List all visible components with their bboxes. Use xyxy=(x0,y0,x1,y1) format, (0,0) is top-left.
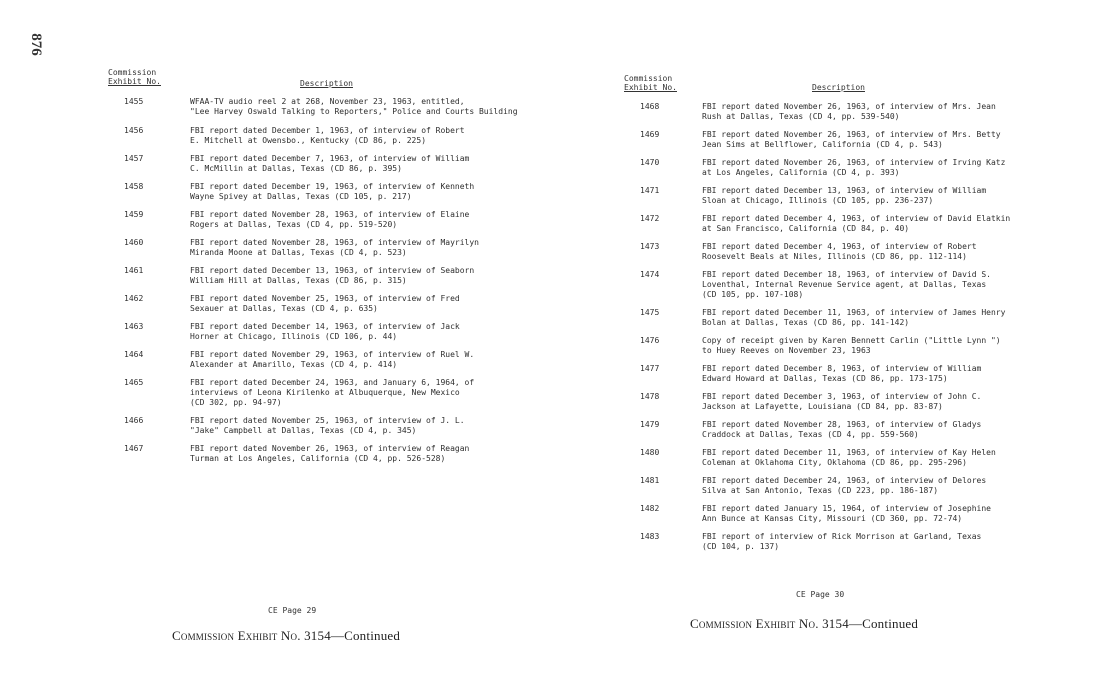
page-number: 876 xyxy=(27,33,44,56)
exhibit-description: FBI report dated November 26, 1963, of interview of Irving Katz at Los Angeles, California (CD 4, p. 393) xyxy=(702,158,1006,177)
exhibit-number: 1474 xyxy=(640,270,660,279)
exhibit-description: WFAA-TV audio reel 2 at 268, November 23, 1963, entitled, "Lee Harvey Oswald Talking to Reporters," Police and Courts Building xyxy=(190,97,518,116)
page-label: CE Page 30 xyxy=(796,590,845,599)
exhibit-description: Copy of receipt given by Karen Bennett Carlin ("Little Lynn ") to Huey Reeves on November 23, 1963 xyxy=(702,336,1001,355)
exhibit-number: 1480 xyxy=(640,448,660,457)
exhibit-description: FBI report dated December 24, 1963, of interview of Delores Silva at San Antonio, Texas (CD 223, pp. 186-187) xyxy=(702,476,987,495)
exhibit-number: 1455 xyxy=(124,97,144,106)
exhibit-caption xyxy=(172,628,400,644)
header-commission: Commission xyxy=(108,68,157,77)
exhibit-description: FBI report dated December 18, 1963, of interview of David S. Loventhal, Internal Revenue Service agent, at Dallas, Texas (CD 105, pp. 107-108) xyxy=(702,270,991,299)
exhibit-number: 1465 xyxy=(124,378,144,387)
exhibit-number: 1456 xyxy=(124,126,144,135)
header-exhibit-no: Exhibit No. xyxy=(624,83,677,92)
exhibit-number: 1457 xyxy=(124,154,144,163)
exhibit-description: FBI report dated December 19, 1963, of interview of Kenneth Wayne Spivey at Dallas, Texas (CD 105, p. 217) xyxy=(190,182,475,201)
exhibit-number: 1472 xyxy=(640,214,660,223)
exhibit-number: 1475 xyxy=(640,308,660,317)
exhibit-number: 1469 xyxy=(640,130,660,139)
caption-title: Commission Exhibit No. 3154 xyxy=(690,616,849,631)
exhibit-number: 1481 xyxy=(640,476,660,485)
exhibit-description: FBI report dated December 13, 1963, of interview of Seaborn William Hill at Dallas, Texas (CD 86, p. 315) xyxy=(190,266,475,285)
exhibit-number: 1473 xyxy=(640,242,660,251)
exhibit-description: FBI report of interview of Rick Morrison at Garland, Texas (CD 104, p. 137) xyxy=(702,532,982,551)
exhibit-number: 1461 xyxy=(124,266,144,275)
exhibit-description: FBI report dated November 29, 1963, of interview of Ruel W. Alexander at Amarillo, Texas (CD 4, p. 414) xyxy=(190,350,475,369)
exhibit-number: 1458 xyxy=(124,182,144,191)
exhibit-description: FBI report dated November 26, 1963, of interview of Mrs. Jean Rush at Dallas, Texas (CD 4, pp. 539-540) xyxy=(702,102,996,121)
exhibit-description: FBI report dated December 11, 1963, of interview of Kay Helen Coleman at Oklahoma City, Oklahoma (CD 86, pp. 295-296) xyxy=(702,448,996,467)
description-column-header: Description xyxy=(812,83,865,92)
exhibit-number: 1464 xyxy=(124,350,144,359)
exhibit-description: FBI report dated December 3, 1963, of interview of John C. Jackson at Lafayette, Louisiana (CD 84, pp. 83-87) xyxy=(702,392,982,411)
exhibit-number: 1460 xyxy=(124,238,144,247)
exhibit-description: FBI report dated November 28, 1963, of interview of Elaine Rogers at Dallas, Texas (CD 4, pp. 519-520) xyxy=(190,210,470,229)
exhibit-description: FBI report dated December 8, 1963, of interview of William Edward Howard at Dallas, Texas (CD 86, pp. 173-175) xyxy=(702,364,982,383)
caption-continued: —Continued xyxy=(848,616,919,631)
exhibit-column-header xyxy=(624,74,677,92)
header-commission: Commission xyxy=(624,74,673,83)
exhibit-description: FBI report dated November 28, 1963, of interview of Gladys Craddock at Dallas, Texas (CD 4, pp. 559-560) xyxy=(702,420,982,439)
exhibit-number: 1468 xyxy=(640,102,660,111)
exhibit-number: 1482 xyxy=(640,504,660,513)
exhibit-description: FBI report dated December 13, 1963, of interview of William Sloan at Chicago, Illinois (CD 105, pp. 236-237) xyxy=(702,186,987,205)
caption-title: Commission Exhibit No. 3154 xyxy=(172,628,331,643)
exhibit-description: FBI report dated November 25, 1963, of interview of Fred Sexauer at Dallas, Texas (CD 4, p. 635) xyxy=(190,294,460,313)
exhibit-number: 1466 xyxy=(124,416,144,425)
exhibit-caption xyxy=(690,616,918,632)
exhibit-description: FBI report dated December 24, 1963, and January 6, 1964, of interviews of Leona Kirilenko at Albuquerque, New Mexico (CD 302, pp. 94-97) xyxy=(190,378,475,407)
exhibit-number: 1459 xyxy=(124,210,144,219)
exhibit-description: FBI report dated December 11, 1963, of interview of James Henry Bolan at Dallas, Texas (CD 86, pp. 141-142) xyxy=(702,308,1006,327)
header-exhibit-no: Exhibit No. xyxy=(108,77,161,86)
exhibit-number: 1477 xyxy=(640,364,660,373)
description-column-header: Description xyxy=(300,79,353,88)
exhibit-description: FBI report dated November 28, 1963, of interview of Mayrilyn Miranda Moone at Dallas, Texas (CD 4, p. 523) xyxy=(190,238,479,257)
page-label: CE Page 29 xyxy=(268,606,317,615)
exhibit-description: FBI report dated January 15, 1964, of interview of Josephine Ann Bunce at Kansas City, Missouri (CD 360, pp. 72-74) xyxy=(702,504,991,523)
exhibit-number: 1471 xyxy=(640,186,660,195)
exhibit-number: 1476 xyxy=(640,336,660,345)
exhibit-description: FBI report dated November 25, 1963, of interview of J. L. "Jake" Campbell at Dallas, Texas (CD 4, p. 345) xyxy=(190,416,465,435)
exhibit-number: 1470 xyxy=(640,158,660,167)
exhibit-description: FBI report dated December 7, 1963, of interview of William C. McMillin at Dallas, Texas (CD 86, p. 395) xyxy=(190,154,470,173)
exhibit-description: FBI report dated December 4, 1963, of interview of David Elatkin at San Francisco, California (CD 84, p. 40) xyxy=(702,214,1011,233)
exhibit-description: FBI report dated December 1, 1963, of interview of Robert E. Mitchell at Owensbo., Kentucky (CD 86, p. 225) xyxy=(190,126,465,145)
exhibit-description: FBI report dated December 14, 1963, of interview of Jack Horner at Chicago, Illinois (CD 106, p. 44) xyxy=(190,322,460,341)
exhibit-number: 1478 xyxy=(640,392,660,401)
exhibit-number: 1462 xyxy=(124,294,144,303)
exhibit-description: FBI report dated December 4, 1963, of interview of Robert Roosevelt Beals at Niles, Illinois (CD 86, pp. 112-114) xyxy=(702,242,977,261)
exhibit-number: 1467 xyxy=(124,444,144,453)
exhibit-column-header xyxy=(108,68,161,86)
exhibit-description: FBI report dated November 26, 1963, of interview of Mrs. Betty Jean Sims at Bellflower, California (CD 4, p. 543) xyxy=(702,130,1001,149)
exhibit-number: 1463 xyxy=(124,322,144,331)
exhibit-number: 1483 xyxy=(640,532,660,541)
exhibit-description: FBI report dated November 26, 1963, of interview of Reagan Turman at Los Angeles, California (CD 4, pp. 526-528) xyxy=(190,444,470,463)
exhibit-number: 1479 xyxy=(640,420,660,429)
caption-continued: —Continued xyxy=(330,628,401,643)
